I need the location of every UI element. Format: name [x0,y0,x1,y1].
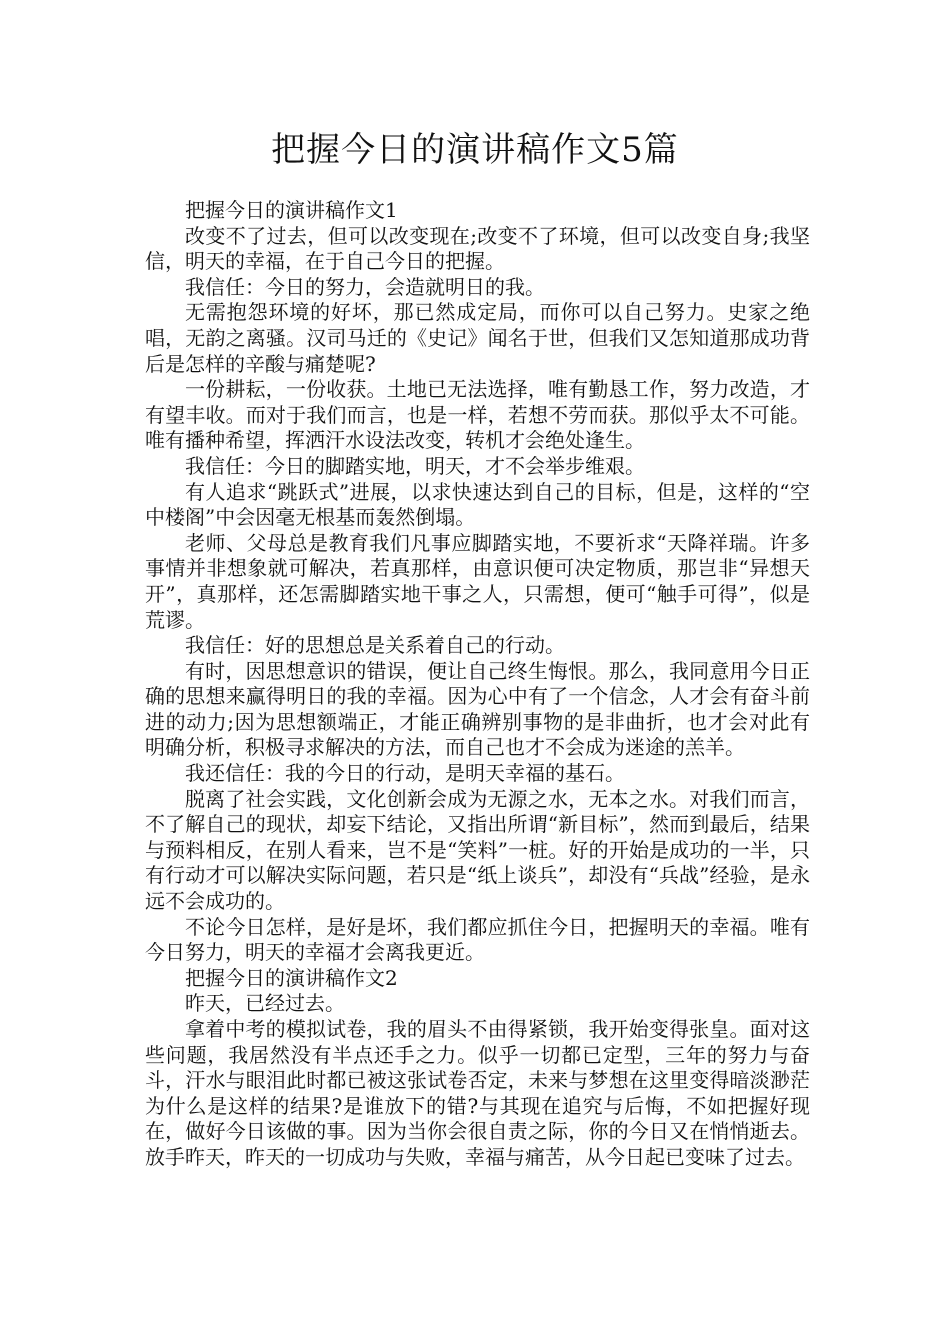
paragraph: 有人追求“跳跃式”进展，以求快速达到自己的目标，但是，这样的“空中楼阁”中会因毫无根基而轰然倒塌。 [145,479,810,530]
paragraph: 拿着中考的模拟试卷，我的眉头不由得紧锁，我开始变得张皇。面对这些问题，我居然没有半点还手之力。似乎一切都已定型，三年的努力与奋斗，汗水与眼泪此时都已被这张试卷否定，未来与梦想在这里变得暗淡渺茫为什么是这样的结果?是谁放下的错?与其现在追究与后悔，不如把握好现在，做好今日该做的事。因为当你会很自责之际，你的今日又在悄悄逝去。放手昨天，昨天的一切成功与失败，幸福与痛苦，从今日起已变味了过去。 [145,1017,810,1169]
paragraph: 我信任：好的思想总是关系着自己的行动。 [185,633,565,658]
paragraph: 一份耕耘，一份收获。土地已无法选择，唯有勤恳工作，努力改造，才有望丰收。而对于我们而言，也是一样，若想不劳而获。那似乎太不可能。唯有播种希望，挥洒汗水设法改变，转机才会绝处逢生。 [145,377,810,453]
section-heading-1: 把握今日的演讲稿作文1 [185,198,398,222]
section-heading-2: 把握今日的演讲稿作文2 [185,965,398,990]
paragraph: 昨天，已经过去。 [185,991,345,1016]
paragraph: 无需抱怨环境的好坏，那已然成定局，而你可以自己努力。史家之绝唱，无韵之离骚。汉司马迁的《史记》闻名于世，但我们又怎知道那成功背后是怎样的辛酸与痛楚呢? [145,300,810,376]
paragraph: 脱离了社会实践，文化创新会成为无源之水，无本之水。对我们而言，不了解自己的现状，却妄下结论，又指出所谓“新目标”，然而到最后，结果与预料相反，在别人看来，岂不是“笑料”一桩。好的开始是成功的一半，只有行动才可以解决实际问题，若只是“纸上谈兵”，却没有“兵战”经验，是永远不会成功的。 [145,786,810,914]
paragraph: 我信任：今日的脚踏实地，明天，才不会举步维艰。 [185,453,645,478]
paragraph: 不论今日怎样，是好是坏，我们都应抓住今日，把握明天的幸福。唯有今日努力，明天的幸福才会离我更近。 [145,914,810,965]
paragraph: 老师、父母总是教育我们凡事应脚踏实地，不要祈求“天降祥瑞。许多事情并非想象就可解决，若真那样，由意识便可决定物质，那岂非“异想天开”，真那样，还怎需脚踏实地干事之人，只需想，便可“触手可得”，似是荒谬。 [145,530,810,632]
paragraph: 我还信任：我的今日的行动，是明天幸福的基石。 [185,761,625,786]
document-body [145,198,810,1171]
document-title: 把握今日的演讲稿作文5篇 [271,130,679,170]
paragraph: 有时，因思想意识的错误，便让自己终生悔恨。那么，我同意用今日正确的思想来赢得明日的我的幸福。因为心中有了一个信念，人才会有奋斗前进的动力;因为思想额端正，才能正确辨别事物的是非曲折，也才会对此有明确分析，积极寻求解决的方法，而自己也才不会成为迷途的羔羊。 [145,658,810,760]
paragraph: 改变不了过去，但可以改变现在;改变不了环境，但可以改变自身;我坚信，明天的幸福，在于自己今日的把握。 [145,223,810,274]
paragraph: 我信任：今日的努力，会造就明日的我。 [185,274,545,299]
